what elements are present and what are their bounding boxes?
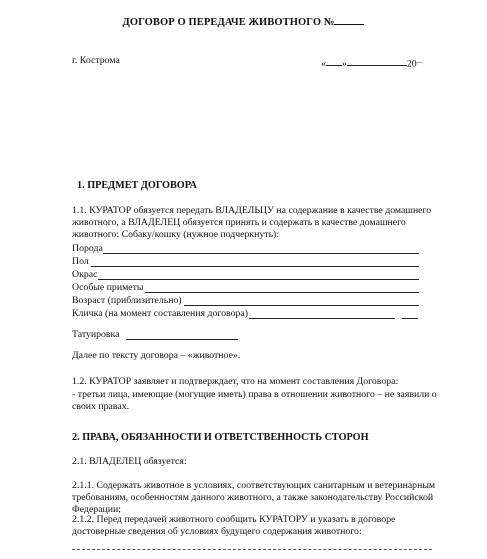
year-blank: __ <box>416 58 423 64</box>
date-quote-close: » <box>341 58 347 70</box>
field-marks-label: Особые приметы <box>72 282 144 293</box>
s2-p11-line3: Федерации; <box>72 504 121 515</box>
hereinafter-line: Далее по тексту договора – «животное». <box>72 350 241 361</box>
month-blank <box>347 56 407 66</box>
s2-p12-line2: достоверные сведения об условиях будущего содержания животного: <box>72 526 362 537</box>
title-text: ДОГОВОР О ПЕРЕДАЧЕ ЖИВОТНОГО № <box>122 17 335 28</box>
field-breed-blank <box>103 253 419 254</box>
s2-p1: 2.1. ВЛАДЕЛЕЦ обязуется: <box>72 456 187 467</box>
year-prefix: 20 <box>406 58 417 70</box>
field-sex-label: Пол <box>72 256 89 267</box>
field-name-label: Кличка (на момент составления договора) <box>72 308 249 319</box>
s2-p11-line1: 2.1.1. Содержать животное в условиях, соответствующих санитарным и ветеринарным <box>72 480 436 491</box>
field-tattoo-blank <box>126 339 238 340</box>
document-title <box>0 14 487 29</box>
date-quote-open: « <box>321 58 326 70</box>
field-name-blank-end <box>402 318 418 319</box>
field-age-label: Возраст (приблизительно) <box>72 295 182 306</box>
contract-number-blank <box>334 14 364 25</box>
date-line <box>321 55 423 70</box>
field-color-blank <box>98 279 419 280</box>
field-marks-blank <box>145 292 419 293</box>
s2-p12-answer-blank <box>72 549 432 550</box>
city-line: г. Кострома <box>72 55 120 66</box>
s1-p1-line3: животного: Собаку/кошку (нужное подчеркнуть): <box>72 229 280 240</box>
field-tattoo-label: Татуировка <box>72 329 120 340</box>
section2-heading: 2. ПРАВА, ОБЯЗАННОСТИ И ОТВЕТСТВЕННОСТЬ СТОРОН <box>72 432 369 443</box>
field-age-blank <box>184 305 419 306</box>
s1-p2-line1: 1.2. КУРАТОР заявляет и подтверждает, что на момент составления Договора: <box>72 376 399 387</box>
field-name-blank <box>249 318 395 319</box>
s2-p12-line1: 2.1.2. Перед передачей животного сообщить КУРАТОРУ и указать в договоре <box>72 514 396 525</box>
s1-p1-line2: животного, а ВЛАДЕЛЕЦ обязуется принять и содержать в качестве домашнего <box>72 217 406 228</box>
s1-p2-line3: своих правах. <box>72 401 130 412</box>
field-breed-label: Порода <box>72 243 103 254</box>
s2-p11-line2: требованиям, особенностям данного животного, а также законодательству Российской <box>72 492 434 503</box>
field-color-label: Окрас <box>72 269 98 280</box>
day-blank <box>326 56 342 66</box>
field-sex-blank <box>91 266 419 267</box>
s1-p1-line1: 1.1. КУРАТОР обязуется передать ВЛАДЕЛЬЦУ на содержание в качестве домашнего <box>72 205 432 216</box>
section1-heading: 1. ПРЕДМЕТ ДОГОВОРА <box>77 180 197 191</box>
s1-p2-line2: - третьи лица, имеющие (могущие иметь) права в отношении животного – не заявили о <box>72 389 437 400</box>
